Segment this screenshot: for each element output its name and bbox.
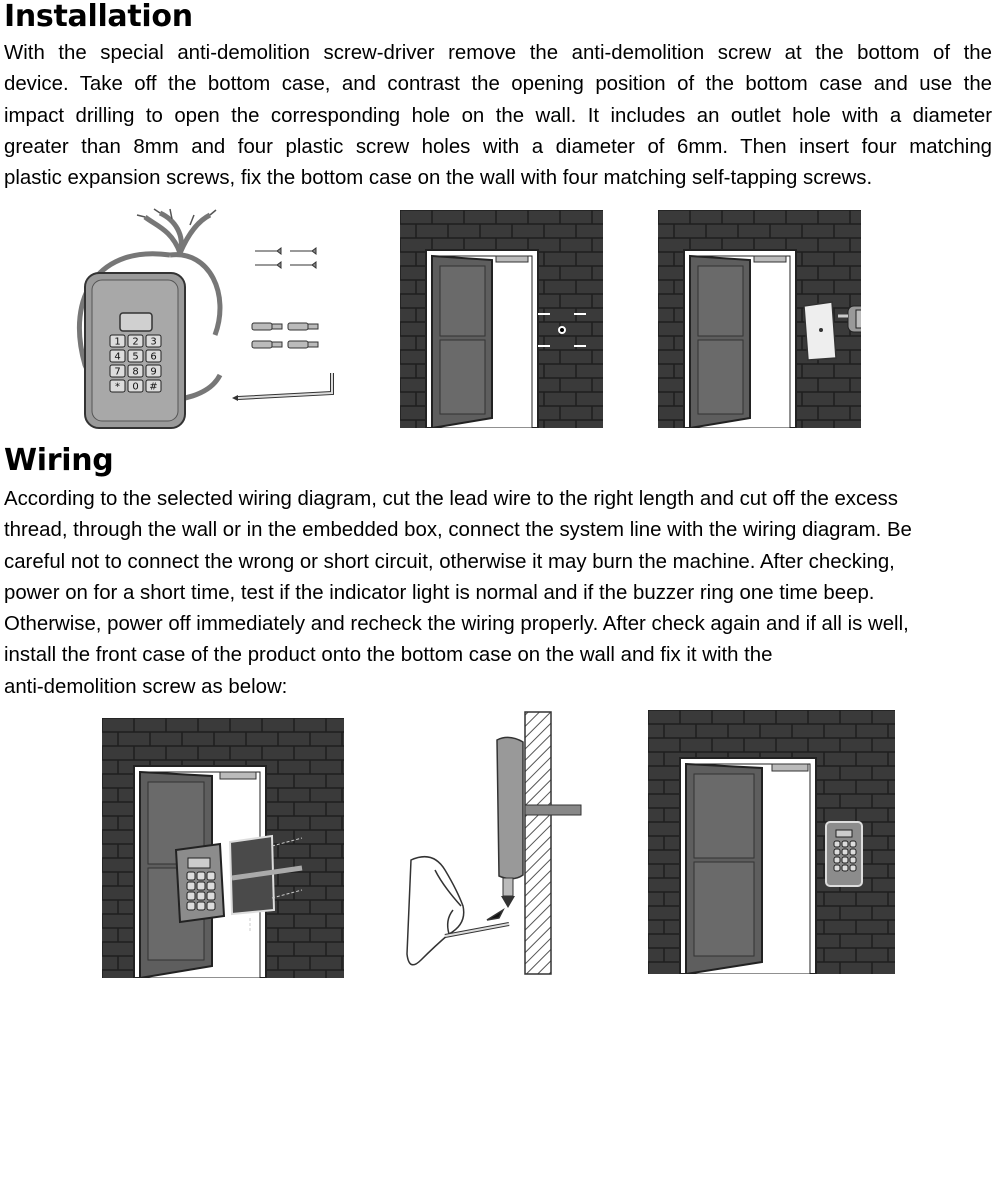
keypad-key bbox=[842, 857, 848, 863]
keypad-key-label: 3 bbox=[150, 336, 157, 348]
keypad-key-label: 7 bbox=[114, 366, 121, 378]
keypad-key-label: # bbox=[149, 381, 158, 393]
keypad-key bbox=[842, 865, 848, 871]
keypad-key-label: 6 bbox=[150, 351, 157, 363]
keypad-key-label: 8 bbox=[132, 366, 139, 378]
mounting-bar bbox=[525, 805, 581, 815]
device-and-accessories-illustration bbox=[60, 205, 360, 435]
keypad-key bbox=[187, 882, 195, 890]
keypad-key-label: * bbox=[115, 381, 120, 393]
keypad-key bbox=[197, 892, 205, 900]
keypad-key bbox=[850, 857, 856, 863]
paragraph-line: plastic expansion screws, fix the bottom case on the wall with four matching self-tapping screws. bbox=[4, 167, 873, 190]
paragraph-line: greater than 8mm and four plastic screw holes with a diameter of 6mm. Then insert four matching bbox=[4, 135, 992, 158]
paragraph-line: impact drilling to open the corresponding hole on the wall. It includes an outlet hole with a diameter bbox=[4, 104, 992, 127]
wall-hole-marks-illustration bbox=[400, 210, 603, 428]
keypad-key bbox=[207, 902, 215, 910]
drilling-illustration bbox=[658, 210, 861, 428]
screw-set bbox=[255, 248, 316, 268]
keypad-key-label: 0 bbox=[132, 381, 139, 393]
paragraph-line: careful not to connect the wrong or short circuit, otherwise it may burn the machine. After checking, bbox=[4, 550, 895, 573]
keypad-key bbox=[842, 841, 848, 847]
keypad-key bbox=[834, 865, 840, 871]
keypad-key-label: 5 bbox=[132, 351, 139, 363]
keypad-key bbox=[834, 857, 840, 863]
wiring-paragraph bbox=[4, 484, 992, 703]
keypad-key bbox=[207, 882, 215, 890]
paragraph-line: install the front case of the product onto the bottom case on the wall and fix it with the bbox=[4, 644, 773, 667]
hand-with-screwdriver bbox=[407, 857, 509, 965]
keypad-key bbox=[850, 849, 856, 855]
keypad-key-label: 1 bbox=[114, 336, 121, 348]
keypad-key bbox=[197, 882, 205, 890]
wall-section bbox=[525, 712, 551, 974]
paragraph-line: anti-demolition screw as below: bbox=[4, 675, 288, 698]
keypad-key bbox=[187, 872, 195, 880]
keypad-key bbox=[850, 865, 856, 871]
keypad-key-label: 9 bbox=[150, 366, 157, 378]
bottom-case-plate bbox=[804, 302, 836, 360]
keypad-key bbox=[834, 849, 840, 855]
device-side bbox=[497, 737, 523, 908]
installation-paragraph bbox=[4, 38, 992, 194]
keypad-key bbox=[197, 902, 205, 910]
paragraph-line: With the special anti-demolition screw-driver remove the anti-demolition screw at the bottom of the bbox=[4, 42, 992, 64]
keypad-key bbox=[834, 841, 840, 847]
paragraph-line: power on for a short time, test if the indicator light is normal and if the buzzer ring one time beep. bbox=[4, 581, 875, 604]
keypad-key bbox=[187, 892, 195, 900]
keypad-key-label: 4 bbox=[114, 351, 121, 363]
paragraph-line: According to the selected wiring diagram, cut the lead wire to the right length and cut off the excess bbox=[4, 488, 898, 510]
front-case-mount-illustration bbox=[102, 718, 344, 978]
finished-installation-illustration bbox=[648, 710, 895, 974]
screwdriver-tool bbox=[232, 373, 332, 401]
keypad-key bbox=[197, 872, 205, 880]
keypad-key-label: 2 bbox=[132, 336, 139, 348]
keypad-key bbox=[187, 902, 195, 910]
keypad-device bbox=[85, 273, 185, 428]
screw-fixing-illustration bbox=[405, 710, 585, 985]
paragraph-line: device. Take off the bottom case, and contrast the opening position of the bottom case and use the bbox=[4, 73, 992, 96]
wiring-heading: Wiring bbox=[4, 443, 114, 478]
front-case bbox=[176, 844, 224, 922]
installation-heading: Installation bbox=[4, 0, 193, 34]
wall-plugs bbox=[252, 323, 318, 348]
paragraph-line: thread, through the wall or in the embedded box, connect the system line with the wiring diagram. Be bbox=[4, 519, 912, 542]
mounted-keypad bbox=[826, 822, 862, 886]
keypad-key bbox=[207, 872, 215, 880]
keypad-key bbox=[207, 892, 215, 900]
keypad-key bbox=[850, 841, 856, 847]
paragraph-line: Otherwise, power off immediately and recheck the wiring properly. After check again and if all is well, bbox=[4, 613, 909, 636]
keypad-key bbox=[842, 849, 848, 855]
